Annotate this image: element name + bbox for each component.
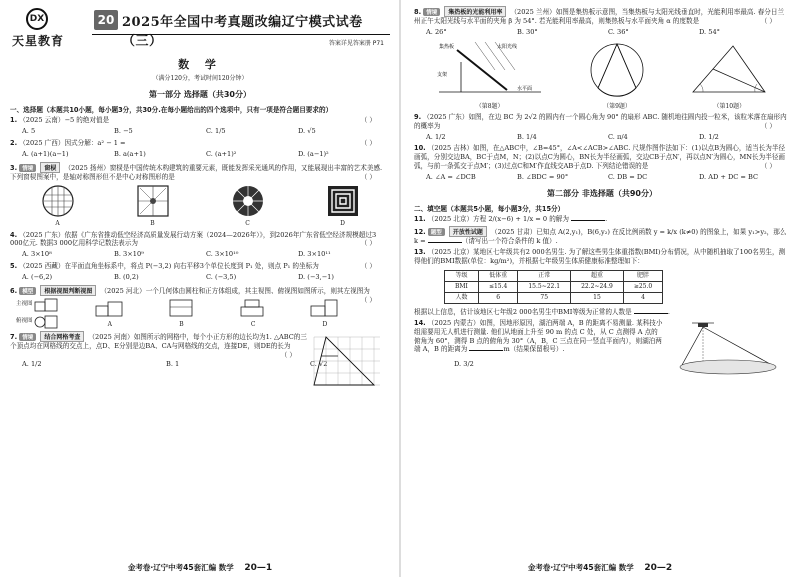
table-row: 等级 低体重 正常 超重 肥胖: [445, 270, 663, 281]
page-number: 20—1: [244, 563, 273, 573]
question-2: 2. （2025 广西）因式分解：a² − 1 = （ ） A. (a+1)(a−1) B. a(a+1) C. (a+1)² D. (a−1)²: [10, 139, 390, 159]
question-stem: （2025 甘肃）已知点 A(2,y₁)，B(6,y₂) 在反比例函数 y = k/x (k≠0) 的图象上，如果 y₁>y₂，那么 k =: [414, 227, 787, 245]
window-pattern-figures: [10, 184, 390, 229]
option-c: C. 36°: [608, 27, 629, 36]
keyword-label: 窗棂: [40, 162, 60, 173]
header-rule: [92, 34, 390, 35]
answer-paren: （ ）: [360, 239, 376, 248]
page-footer-right: [400, 562, 800, 573]
answer-blank[interactable]: [469, 350, 503, 351]
question-11: 11. （2025 北京）方程 2/(x−6) + 1/x = 0 的解为 .: [414, 215, 608, 223]
answer-blank[interactable]: [634, 313, 668, 314]
option-d: D. (a−1)²: [298, 149, 329, 158]
figure-9-caption: （第9题）: [603, 102, 631, 110]
question-stem: （2025 广东）如图，在边 BC 为 2√2 的圆内有一个圆心角为 90° 的扇形 ABC. 随机地往圆内投一粒米，该粒米落在扇形内的概率为: [414, 112, 787, 130]
paper-number-badge: 20: [94, 10, 118, 30]
question-stem: （2025 兰州）如图是集热板示意图，当集热板与太阳光线垂直时，光能利用率最高. 春分日兰州正午太阳光线与水平面的夹角 β 为 54°. 若光能利用率最高，则集热板与水平面夹角 α 的度数是: [414, 8, 785, 25]
option-c: C. π/4: [608, 132, 628, 141]
grid-triangle-figure: [312, 335, 382, 397]
question-8: 8. 情境 集热板的光能利用率 （2025 兰州）如图是集热板示意图，当集热板与太阳光线垂直时，光能利用率最高. 春分日兰州正午太阳光线与水平面的夹角 β 为 54°. 若光能利用率最高，则集热板与水平面夹角 α 的度数是 （ ） A. 26° B. 30° C. 36° D. 54° 集热板 太阳光线 支架 水平面 （第8题） （第9题） （第10题）: [414, 6, 790, 111]
keyword-label: 开放性试题: [449, 226, 487, 237]
circle-sector-diagram: [586, 40, 648, 100]
view-d-icon: [307, 298, 343, 318]
option-a: A. 5: [22, 126, 36, 135]
window-pattern-d-icon: [326, 184, 360, 218]
question-stem: （2025 内蒙古）如图，因地形原因，湖泊两端 A，B 的距离不易测量. 某科技小组需要用无人机进行测量. 他们从地面上升至 90 m 的点 C 处，从 C 点测得 A 点的俯角为 60°，测得 B 点的俯角为 30°（A，B，C 三点在同一竖直平面内），则湖泊两端 A，B 的距离为: [414, 318, 663, 354]
option-b: B. 1: [166, 359, 180, 368]
front-view-icon: [33, 298, 59, 312]
figures-8-10: [414, 40, 790, 111]
option-d: D. AD + DC = BC: [699, 173, 759, 182]
view-options: A B C D: [74, 298, 361, 329]
answer-paren: （ ）: [360, 172, 376, 181]
question-tag: 题型: [428, 228, 445, 236]
answer-paren: （ ）: [360, 138, 376, 147]
option-c: C. √2: [310, 359, 328, 368]
section-two-heading: 二、填空题（本题共5小题，每小题3分，共15分）: [414, 205, 565, 213]
pattern-d: D: [326, 184, 360, 229]
window-pattern-a-icon: [41, 184, 75, 218]
question-tag: 情境: [423, 8, 440, 16]
option-b: B. 3×10⁹: [114, 250, 144, 259]
answer-paren: （ ）: [360, 262, 376, 271]
question-1: 1. （2025 云南）−5 的绝对值是 （ ） A. 5 B. −5 C. 1/5 D. √5: [10, 116, 390, 136]
options: [414, 173, 790, 182]
options: [414, 28, 790, 37]
figure-10: [689, 40, 769, 111]
option-b: B. 30°: [517, 27, 538, 36]
question-12: 12. 题型 开放性试题 （2025 甘肃）已知点 A(2,y₁)，B(6,y₂) 在反比例函数 y = k/x (k≠0) 的图象上，如果 y₁>y₂，那么 k = （请写出一个符合条件的 k 值）.: [414, 227, 787, 245]
figure-8-caption: （第8题）: [475, 102, 504, 110]
window-pattern-c-icon: [231, 184, 265, 218]
options: [414, 133, 790, 142]
exam-title: 2025年全国中考真题改编辽宁模式试卷（三）: [122, 15, 363, 49]
option-d: D. (−3,−1): [298, 273, 334, 282]
label-panel: 集热板: [438, 43, 454, 50]
part-two-heading: 第二部分 非选择题（共90分）: [547, 189, 657, 198]
page-header: [10, 6, 390, 52]
page-footer-left: [0, 562, 400, 573]
answer-paren: （ ）: [360, 295, 376, 304]
option-c: C. DB = DC: [608, 173, 648, 182]
question-stem: （2025 西藏）在平面直角坐标系中，将点 P(−3,2) 向右平移3个单位长度到 P₁ 处，则点 P₁ 的坐标为: [19, 262, 319, 271]
answer-reference: 答案详见答案册 P71: [328, 40, 384, 47]
keyword-label: 根据视图判断视图: [40, 285, 96, 296]
triangle-construction-diagram: [689, 40, 769, 100]
option-c: C. 1/5: [206, 126, 226, 135]
right-page: [400, 0, 800, 577]
option-d: D. √5: [298, 126, 316, 135]
option-d: D. 54°: [699, 27, 720, 36]
given-views: [16, 298, 74, 329]
footer-text: 金考卷·辽宁中考45套汇编 数学: [527, 563, 634, 572]
label-support: 支架: [436, 71, 447, 78]
three-view-figures: [16, 298, 361, 329]
option-d: D. 1/2: [699, 132, 719, 141]
view-c-icon: [235, 298, 271, 318]
page-number: 20—2: [644, 563, 673, 573]
option-b: B. −5: [114, 126, 133, 135]
bmi-table: [444, 270, 663, 304]
keyword-label: 集热板的光能利用率: [444, 6, 506, 17]
view-b-icon: [164, 298, 200, 318]
options: [10, 359, 474, 369]
answer-paren: （ ）: [760, 17, 776, 25]
question-stem: （2025 河南）如图所示的网格中，每个小正方形的边长均为1. △ABC的三个顶点均在网格线的交点上，点D、E分别是边BA、CA与网格线的交点，连接DE，则DE的长为: [10, 332, 307, 350]
options: [10, 250, 390, 259]
table-row: 人数 6 75 15 4: [445, 292, 663, 303]
option-b: B. a(a+1): [114, 149, 146, 158]
option-d: D. 3×10¹¹: [298, 250, 331, 259]
table-row: BMI ≤15.4 15.5~22.1 22.2~24.9 ≥25.0: [445, 281, 663, 292]
question-9: 9. （2025 广东）如图，在边 BC 为 2√2 的圆内有一个圆心角为 90° 的扇形 ABC. 随机地往圆内投一粒米，该粒米落在扇形内的概率为 （ ） A. 1/2 B. 1/4 C. π/4 D. 1/2: [414, 113, 790, 142]
top-view-icon: [33, 315, 59, 329]
question-tag: 情境: [19, 333, 36, 341]
question-stem: （2025 扬州）窗棂是中国传统木构建筑的重要元素，既能发挥采光通风的作用，又能展现出丰富的艺术美感. 下列窗棂图案中，是轴对称图形但不是中心对称图形的是: [10, 163, 383, 181]
drone-icon: [692, 323, 714, 327]
question-6: 6. 模型 根据视图判断视图 （2025 河北）一个几何体由圆柱和正方体组成，其主视图、俯视图如图所示，则其左视图为 （ ） 主视图 俯视图 A B C D: [10, 285, 390, 329]
options: [10, 273, 390, 282]
publisher-logo: [12, 8, 76, 48]
option-a: A. ∠A = ∠DCB: [426, 173, 476, 182]
question-tag: 模型: [19, 287, 36, 295]
question-stem: （2025 北京）方程 2/(x−6) + 1/x = 0 的解为: [427, 215, 569, 223]
figure-9: [586, 40, 648, 111]
option-b: B. ∠BDC = 90°: [517, 173, 569, 182]
figure-10-caption: （第10题）: [713, 102, 746, 110]
label-sunlight: 太阳光线: [496, 43, 517, 50]
solar-panel-diagram: [435, 40, 545, 100]
answer-paren: （ ）: [760, 162, 776, 171]
option-a: A. 3×10⁸: [22, 250, 52, 259]
logo-text: 天星教育: [12, 34, 65, 48]
exam-meta: （满分120分，考试时间120分钟）: [152, 75, 248, 82]
option-c: C. (a+1)²: [206, 149, 237, 158]
section-one-heading: 一、选择题（本题共10小题，每小题3分，共30分.在每小题给出的四个选项中，只有一项是符合题目要求的）: [10, 106, 333, 115]
question-stem: （2025 吉林）如图，在△ABC中，∠B=45°，∠A<∠ACB>∠ABC. 尺规作图作法如下：(1)以点B为圆心，适当长为半径画弧，分别交边BA，BC于点M，N；(2)以点C为圆心，BN长为半径画弧，交边CB于点N′，再以点N′为圆心，MN长为半径画弧，与前一条弧交于点M′；(3)过点C和M′作直线交AB于点D. 下列结论错误的是: [414, 144, 786, 171]
question-tag: 情境: [19, 164, 36, 172]
answer-blank[interactable]: [428, 242, 462, 243]
question-5: 5. （2025 西藏）在平面直角坐标系中，将点 P(−3,2) 向右平移3个单位长度到 P₁ 处，则点 P₁ 的坐标为 （ ） A. (−6,2) B. (0,2) C. (−3,5) D. (−3,−1): [10, 262, 390, 282]
question-stem: （2025 云南）−5 的绝对值是: [19, 116, 110, 125]
question-stem: （2025 北京）某地区七年级共有2 000名男生. 为了解这些男生体重指数(BMI)分布情况，从中随机抽取了100名男生，测得他们的BMI数据(单位：kg/m²)，并根据七年级男生体质健康标准整理如下：: [414, 247, 786, 265]
logo-mark: DX: [26, 8, 48, 30]
answer-paren: （ ）: [760, 121, 776, 130]
part-one-heading: 第一部分 选择题（共30分）: [149, 90, 251, 100]
option-a: A. 26°: [426, 27, 447, 36]
footer-text: 金考卷·辽宁中考45套汇编 数学: [127, 563, 234, 572]
option-c: C. (−3,5): [206, 273, 237, 282]
option-c: C. 3×10¹⁰: [206, 250, 239, 259]
question-10: 10. （2025 吉林）如图，在△ABC中，∠B=45°，∠A<∠ACB>∠ABC. 尺规作图作法如下：(1)以点B为圆心，适当长为半径画弧，分别交边BA，BC于点M，N；(2)以点C为圆心，BN长为半径画弧，交边CB于点N′，再以点N′为圆心，MN长为半径画弧，与前一条弧交于点M′；(3)过点C和M′作直线交AB于点D. 下列结论错误的是 （ ） A. ∠A = ∠DCB B. ∠BDC = 90° C. DB = DC D. AD + DC = BC: [414, 144, 790, 182]
question-14: 14. （2025 内蒙古）如图，因地形原因，湖泊两端 A，B 的距离不易测量. 某科技小组需要用无人机进行测量. 他们从地面上升至 90 m 的点 C 处，从 C 点测得 A 点的俯角为 60°，测得 B 点的俯角为 30°（A，B，C 三点在同一竖直平面内），则湖泊两端 A，B 的距离为 m（结果保留根号）.: [414, 319, 790, 355]
figure-8: [435, 40, 545, 111]
question-7: 7. 情境 结合网格考查 （2025 河南）如图所示的网格中，每个小正方形的边长均为1. △ABC的三个顶点均在网格线的交点上，点D、E分别是边BA、CA与网格线的交点，连接DE，则DE的长为 （ ） A. 1/2 B. 1 C. √2 D. 3/2: [10, 331, 390, 369]
label-ground: 水平面: [516, 85, 532, 92]
option-b: B. 1/4: [517, 132, 537, 141]
top-view-label: 俯视图: [16, 318, 33, 325]
question-stem: （2025 广西）因式分解：a² − 1 =: [19, 138, 126, 147]
option-a: A. 1/2: [426, 132, 446, 141]
keyword-label: 结合网格考查: [40, 331, 84, 342]
question-13: 13. （2025 北京）某地区七年级共有2 000名男生. 为了解这些男生体重指数(BMI)分布情况，从中随机抽取了100名男生，测得他们的BMI数据(单位：kg/m²)，并根据七年级男生体质健康标准整理如下： 等级 低体重 正常 超重 肥胖 BMI ≤15.4 15.5~22.1 22.2~24.9 ≥25.0 人数 6 75 15 4 根据以上信息，估计该地区七年级2 000名男生中BMI等级为正常的人数是 .: [414, 247, 786, 316]
question-stem: （2025 河北）一个几何体由圆柱和正方体组成，其主视图、俯视图如图所示，则其左视图为: [100, 286, 370, 295]
option-d: D. 3/2: [454, 359, 474, 368]
pattern-c: C: [231, 184, 265, 229]
question-tail: 根据以上信息，估计该地区七年级2 000名男生中BMI等级为正常的人数是: [414, 307, 632, 316]
option-a: A. (a+1)(a−1): [22, 149, 69, 158]
question-stem: （2025 广东）依据《广东省推动低空经济高质量发展行动方案（2024—2026年）》，到2026年广东省低空经济规模超过3 000亿元. 数据3 000亿用科学记数法表示为: [10, 230, 377, 248]
answer-paren: （ ）: [280, 350, 296, 359]
options: [10, 150, 390, 159]
drone-lake-diagram: [668, 319, 786, 383]
window-pattern-b-icon: [136, 184, 170, 218]
question-3: 3. 情境 窗棂 （2025 扬州）窗棂是中国传统木构建筑的重要元素，既能发挥采光通风的作用，又能展现出丰富的艺术美感. 下列窗棂图案中，是轴对称图形但不是中心对称图形的是 （ ） A B C D: [10, 162, 390, 229]
pattern-a: A: [41, 184, 75, 229]
options: [10, 127, 390, 136]
option-b: B. (0,2): [114, 273, 139, 282]
view-a-icon: [92, 298, 128, 318]
subject-title: 数 学: [178, 58, 222, 71]
option-a: A. 1/2: [22, 359, 42, 368]
front-view-label: 主视图: [16, 301, 33, 308]
option-a: A. (−6,2): [22, 273, 53, 282]
pattern-b: B: [136, 184, 170, 229]
question-4: 4. （2025 广东）依据《广东省推动低空经济高质量发展行动方案（2024—2026年）》，到2026年广东省低空经济规模超过3 000亿元. 数据3 000亿用科学记数法表示为 （ ） A. 3×10⁸ B. 3×10⁹ C. 3×10¹⁰ D. 3×10¹¹: [10, 231, 390, 260]
answer-blank[interactable]: [571, 220, 605, 221]
answer-paren: （ ）: [360, 116, 376, 125]
